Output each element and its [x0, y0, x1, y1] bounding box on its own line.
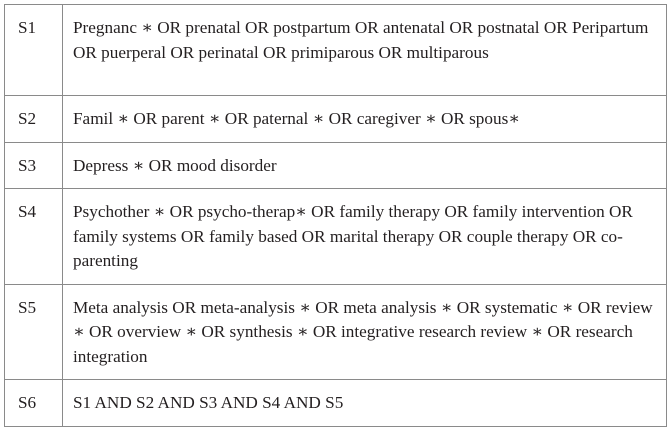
search-set-id: S6: [5, 380, 63, 427]
search-query: Meta analysis OR meta-analysis ∗ OR meta analysis ∗ OR systematic ∗ OR review ∗ OR overview ∗ OR synthesis ∗ OR integrative research review ∗ OR research integration: [63, 284, 667, 380]
search-query: Famil ∗ OR parent ∗ OR paternal ∗ OR caregiver ∗ OR spous∗: [63, 96, 667, 143]
table-row: [5, 96, 667, 143]
table-row: [5, 142, 667, 189]
search-set-id: S1: [5, 5, 63, 96]
search-set-id: S4: [5, 189, 63, 285]
search-set-id: S2: [5, 96, 63, 143]
table-row: [5, 284, 667, 380]
search-query: Depress ∗ OR mood disorder: [63, 142, 667, 189]
search-query: S1 AND S2 AND S3 AND S4 AND S5: [63, 380, 667, 427]
search-query: Psychother ∗ OR psycho-therap∗ OR family therapy OR family intervention OR family systems OR family based OR marital therapy OR couple therapy OR co-parenting: [63, 189, 667, 285]
search-query: Pregnanc ∗ OR prenatal OR postpartum OR antenatal OR postnatal OR Peripartum OR puerperal OR perinatal OR primiparous OR multiparous: [63, 5, 667, 96]
search-set-id: S5: [5, 284, 63, 380]
table-row: [5, 5, 667, 96]
table-row: [5, 380, 667, 427]
table-row: [5, 189, 667, 285]
search-strategy-table: [4, 4, 667, 427]
search-set-id: S3: [5, 142, 63, 189]
